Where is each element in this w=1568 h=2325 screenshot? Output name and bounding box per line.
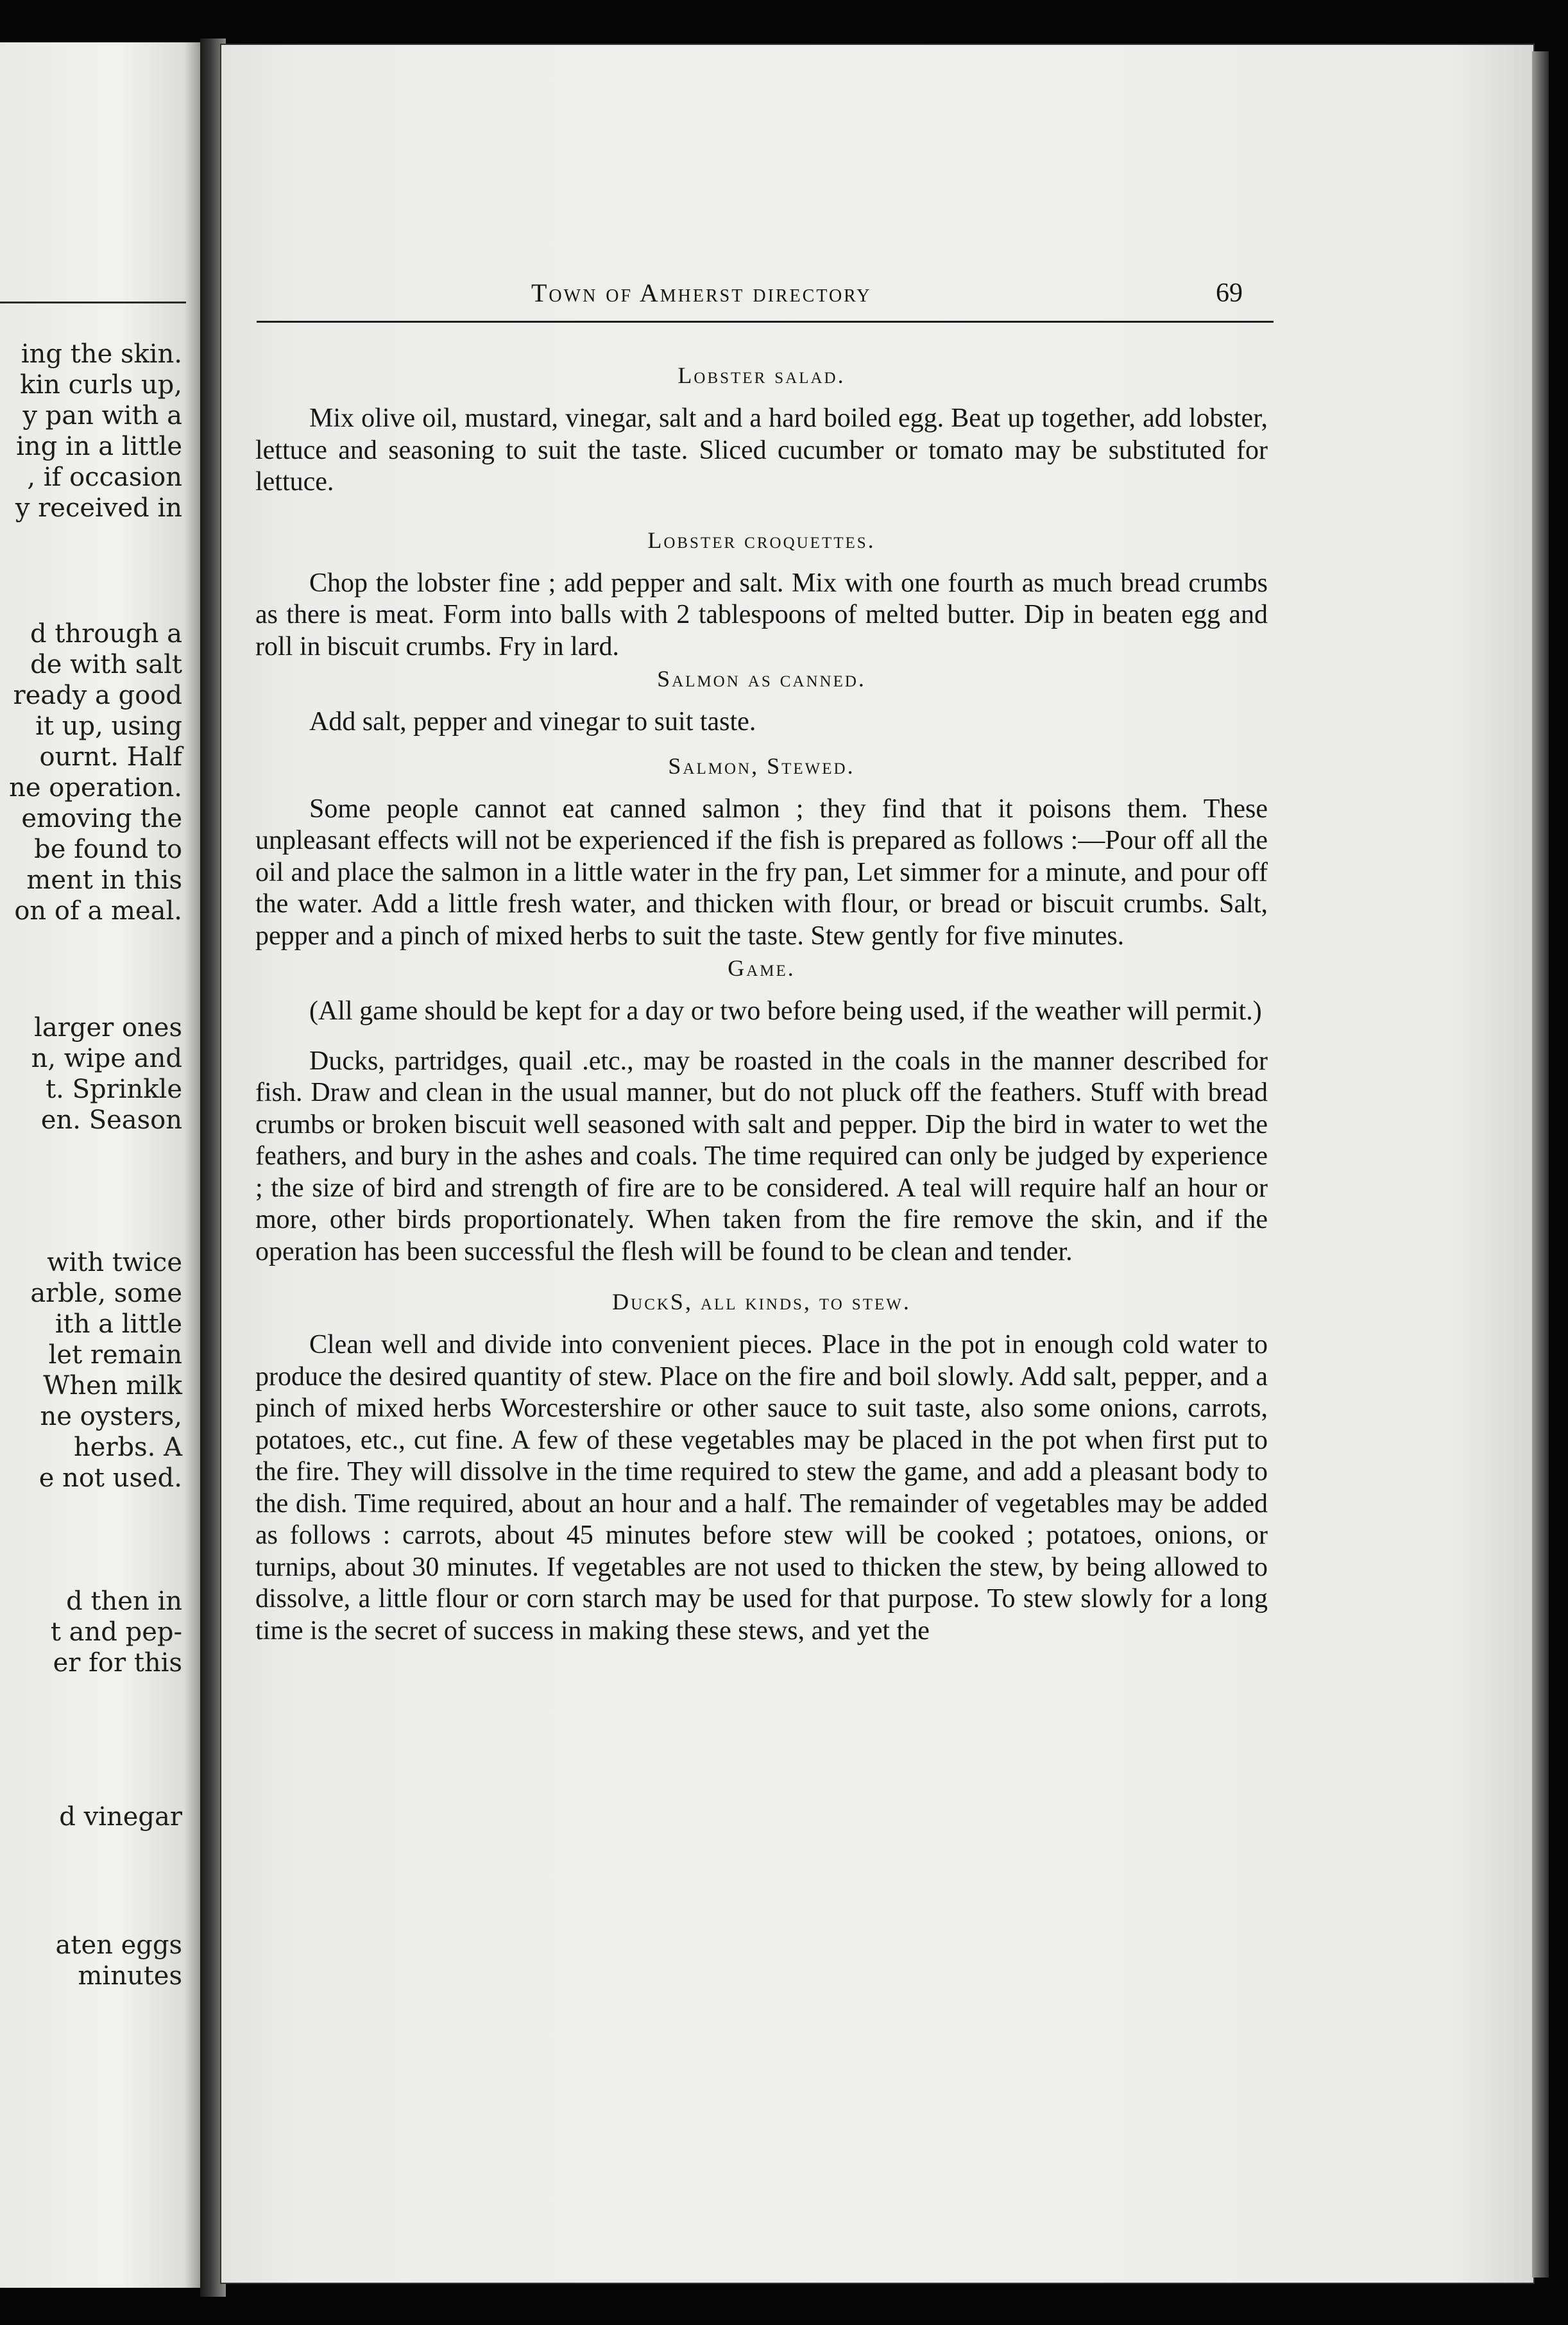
left-line: d through a xyxy=(30,619,182,649)
left-line: de with salt xyxy=(30,650,182,679)
left-line: er for this xyxy=(53,1648,182,1678)
left-line: When milk xyxy=(43,1371,182,1401)
paragraph: Add salt, pepper and vinegar to suit taste. xyxy=(309,707,756,737)
left-line: d then in xyxy=(66,1587,182,1616)
paragraph: Some people cannot eat canned salmon ; they find that it poisons them. These unpleasant effects will not be experienced if the fish is prepared as follows :—Pour off all the oil and place the salmon in a little water in the fry pan, Let simmer for a minute, and pour off the water. Add a little fresh water, and thicken with flour, or bread or biscuit crumbs. Salt, pepper and a pinch of mixed herbs to suit the taste. Stew gently for five minutes. xyxy=(255,794,1268,951)
left-line: n, wipe and xyxy=(31,1044,182,1073)
section-title-salmon-stewed: Salmon, Stewed. xyxy=(668,753,855,779)
paragraph: Chop the lobster fine ; add pepper and salt. Mix with one fourth as much bread crumbs as there is meat. Form into balls with 2 tablespoons of melted butter. Dip in beaten egg and roll in biscuit crumbs. Fry in lard. xyxy=(255,568,1268,661)
left-line: on of a meal. xyxy=(14,896,182,926)
paragraph: Ducks, partridges, quail .etc., may be roasted in the coals in the manner described for fish. Draw and clean in the usual manner, but do not pluck off the feathers. Stuff with bread crumbs or broken biscuit well seasoned with salt and pepper. Dip the bird in water to wet the feathers, and bury in the ashes and coals. The time required can only be judged by experience ; the size of bird and strength of fire are to be considered. A teal will require half an hour or more, other birds proportionately. When taken from the fire remove the skin, and if the operation has been successful the flesh will be found to be clean and tender. xyxy=(255,1046,1268,1266)
left-line: , if occasion xyxy=(27,463,182,492)
left-line: it up, using xyxy=(35,711,182,741)
page-edge-shadow xyxy=(1532,51,1549,2278)
left-line: d vinegar xyxy=(59,1802,182,1832)
paragraph: (All game should be kept for a day or two before being used, if the weather will permit.) xyxy=(309,996,1262,1026)
left-line: t and pep- xyxy=(50,1617,182,1647)
left-line: ournt. Half xyxy=(39,742,182,772)
left-line: ing in a little xyxy=(16,432,182,461)
paragraph: Mix olive oil, mustard, vinegar, salt and a hard boiled egg. Beat up together, add lobster, lettuce and seasoning to suit the taste. Sliced cucumber or tomato may be substituted for lettuce. xyxy=(255,404,1268,497)
left-line: minutes xyxy=(78,1961,182,1991)
page-body xyxy=(255,359,1268,1647)
paragraph: Clean well and divide into convenient pieces. Place in the pot in enough cold water to produce the desired quantity of stew. Place on the fire and boil slowly. Add salt, pepper, and a pinch of mixed herbs Worcestershire or other sauce to suit taste, also some onions, carrots, potatoes, etc., cut fine. A few of these vegetables may be placed in the pot when first put to the fire. They will dissolve in the time required to stew the game, and add a pleasant body to the dish. Time required, about an hour and a half. The remainder of vegetables may be added as follows : carrots, about 45 minutes before stew will be cooked ; potatoes, onions, or turnips, about 30 minutes. If vegetables are not used to thicken the stew, by being allowed to dissolve, a little flour or corn starch may be used for that purpose. To stew slowly for a long time is the secret of success in making these stews, and yet the xyxy=(255,1330,1268,1646)
left-line: ment in this xyxy=(26,865,182,895)
left-line: be found to xyxy=(34,835,182,864)
left-line: arble, some xyxy=(30,1279,182,1308)
left-line: larger ones xyxy=(34,1013,182,1043)
left-line: ith a little xyxy=(55,1309,182,1339)
left-line: t. Sprinkle xyxy=(46,1075,182,1104)
left-line: with twice xyxy=(47,1248,182,1277)
section-title-salmon-as-canned: Salmon as canned. xyxy=(657,666,866,692)
left-line: ready a good xyxy=(13,681,182,710)
header-rule xyxy=(257,321,1274,323)
left-line: ing the skin. xyxy=(21,339,182,369)
left-line: y pan with a xyxy=(22,401,182,430)
left-line: y received in xyxy=(15,493,182,523)
left-line: let remain xyxy=(48,1340,182,1370)
left-line: emoving the xyxy=(21,804,182,833)
page-header xyxy=(0,278,1568,316)
section-title-lobster-salad: Lobster salad. xyxy=(677,362,846,388)
previous-page-fragment xyxy=(0,42,200,2288)
section-title-ducks-to-stew: DuckS, all kinds, to stew. xyxy=(612,1289,911,1315)
left-line: herbs. A xyxy=(73,1433,182,1462)
left-line: e not used. xyxy=(38,1463,182,1493)
section-title-lobster-croquettes: Lobster croquettes. xyxy=(647,527,876,553)
left-line: kin curls up, xyxy=(20,370,182,400)
section-title-game: Game. xyxy=(728,955,796,981)
left-line: ne oysters, xyxy=(40,1402,182,1431)
running-head: Town of Amherst directory xyxy=(531,278,872,307)
left-line: en. Season xyxy=(40,1105,182,1135)
page-number: 69 xyxy=(1216,278,1243,308)
left-line: aten eggs xyxy=(55,1930,182,1960)
left-line: ne operation. xyxy=(9,773,182,803)
